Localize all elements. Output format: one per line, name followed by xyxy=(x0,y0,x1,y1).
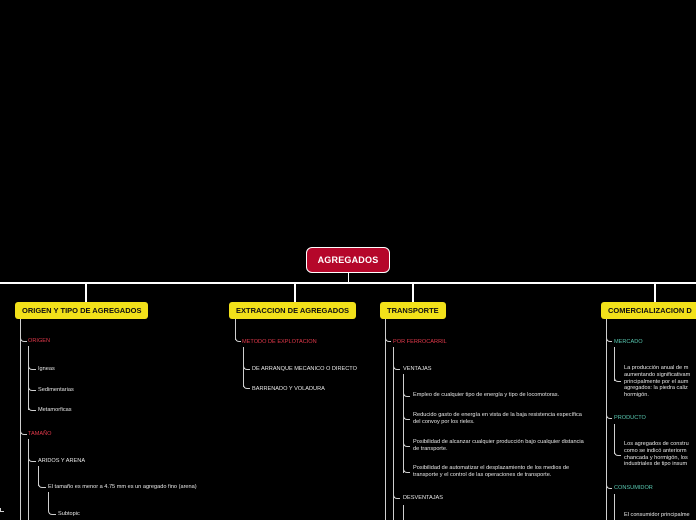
origen-trunk xyxy=(28,346,29,410)
subtopic-consumidor[interactable]: CONSUMIDOR xyxy=(614,485,653,491)
topic-3-trunk xyxy=(385,319,386,520)
leaf-ventaja-3[interactable]: Posibilidad de alcanzar cualquier producción bajo cualquier distancia de transporte. xyxy=(413,439,584,452)
root-bus-line xyxy=(0,282,696,284)
text-line: principalmente por el aum xyxy=(624,378,689,385)
branch-line xyxy=(403,467,410,473)
leaf-ventaja-2[interactable]: Reducido gasto de energía en vista de la baja resistencia específica del convoy por los rieles. xyxy=(413,412,582,425)
topic-transporte[interactable] xyxy=(380,302,446,319)
branch-line xyxy=(403,441,410,447)
ventajas-trunk xyxy=(403,374,404,473)
text-line: agregados: la piedra caliz xyxy=(624,385,688,392)
leaf-ventaja-4[interactable]: Posibilidad de automatizar el desplazamiento de los medios de transporte y el control de las operaciones de transporte. xyxy=(413,465,570,478)
topic-1-trunk xyxy=(20,319,21,520)
topic-label: EXTRACCION DE AGREGADOS xyxy=(236,306,350,315)
subtopic-mercado[interactable]: MERCADO xyxy=(614,339,643,345)
leaf-ventaja-1[interactable]: Empleo de cualquier tipo de energía y tipo de locomotoras. xyxy=(413,392,560,398)
detail-trunk xyxy=(48,492,49,510)
text-line: chancada y hormigón, los xyxy=(624,454,688,461)
connector-topic-2 xyxy=(294,282,296,302)
text-line: aumentando significativam xyxy=(624,371,691,378)
consumidor-trunk xyxy=(614,494,615,520)
subtopic-tamano[interactable]: TAMAÑO xyxy=(28,431,52,437)
branch-line xyxy=(385,336,391,342)
branch-line xyxy=(393,364,400,370)
branch-line xyxy=(243,383,250,389)
edge-branch-fragment xyxy=(0,508,4,512)
tamano-trunk xyxy=(28,439,29,520)
text-line: como se indicó anteriorm xyxy=(624,447,687,454)
text-line: Los agregados de constru xyxy=(624,441,689,447)
leaf-arranque-mecanico[interactable]: DE ARRANQUE MECANICO O DIRECTO xyxy=(252,366,357,372)
branch-line xyxy=(403,391,410,397)
topic-label: ORIGEN Y TIPO DE AGREGADOS xyxy=(22,306,142,315)
branch-line xyxy=(20,336,27,342)
branch-line xyxy=(28,385,36,391)
leaf-subtopic[interactable]: Subtopic xyxy=(58,511,80,517)
text-producto xyxy=(624,441,696,468)
leaf-metamorficas[interactable]: Metamorficas xyxy=(38,407,72,413)
topic-4-trunk xyxy=(606,319,607,520)
connector-topic-4 xyxy=(654,282,656,302)
leaf-aridos-arena[interactable]: ARIDOS Y ARENA xyxy=(38,458,86,464)
leaf-barrenado-voladura[interactable]: BARRENADO Y VOLADURA xyxy=(252,386,325,392)
text-line: La producción anual de m xyxy=(624,365,689,371)
branch-line xyxy=(28,456,36,462)
leaf-igneas[interactable]: Igneas xyxy=(38,366,55,372)
text-line: industriales de tipo insum xyxy=(624,461,688,468)
connector-topic-3 xyxy=(412,282,414,302)
text-line: El consumidor principalme xyxy=(624,512,690,518)
branch-line xyxy=(235,336,241,342)
branch-line xyxy=(28,405,36,411)
root-label: AGREGADOS xyxy=(317,255,379,265)
connector-topic-1 xyxy=(85,282,87,302)
topic-label: COMERCIALIZACION D xyxy=(608,306,692,315)
topic-comercializacion[interactable] xyxy=(601,302,696,319)
branch-line xyxy=(614,450,621,456)
desventajas-trunk xyxy=(403,505,404,520)
topic-extraccion[interactable] xyxy=(229,302,356,319)
text-consumidor xyxy=(624,512,696,519)
branch-line xyxy=(606,413,612,419)
subtopic-origen[interactable]: ORIGEN xyxy=(28,338,51,344)
leaf-sedimentarias[interactable]: Sedimentarias xyxy=(38,387,74,393)
leaf-tamano-fino[interactable]: El tamaño es menor a 4.75 mm es un agregado fino (arena) xyxy=(48,484,197,490)
branch-line xyxy=(606,483,612,489)
branch-line xyxy=(38,482,46,488)
root-node[interactable] xyxy=(306,247,390,273)
branch-line xyxy=(243,364,250,370)
branch-line xyxy=(606,336,612,342)
text-line: hormigón. xyxy=(624,392,649,399)
branch-line xyxy=(48,509,56,515)
topic-origen-tipo[interactable] xyxy=(15,302,148,319)
branch-line xyxy=(28,364,36,370)
branch-line xyxy=(393,493,400,499)
branch-line xyxy=(614,376,621,382)
subtopic-producto[interactable]: PRODUCTO xyxy=(614,415,646,421)
group-ventajas[interactable]: VENTAJAS xyxy=(403,366,432,372)
root-connector xyxy=(348,273,350,282)
branch-line xyxy=(403,414,410,420)
topic-label: TRANSPORTE xyxy=(387,306,439,315)
branch-line xyxy=(20,429,27,435)
text-mercado xyxy=(624,365,696,399)
group-desventajas[interactable]: DESVENTAJAS xyxy=(403,495,443,501)
subtopic-ferrocarril[interactable]: POR FERROCARRIL xyxy=(393,339,447,345)
subtopic-metodo-explotacion[interactable]: METODO DE EXPLOTACION xyxy=(242,339,317,345)
